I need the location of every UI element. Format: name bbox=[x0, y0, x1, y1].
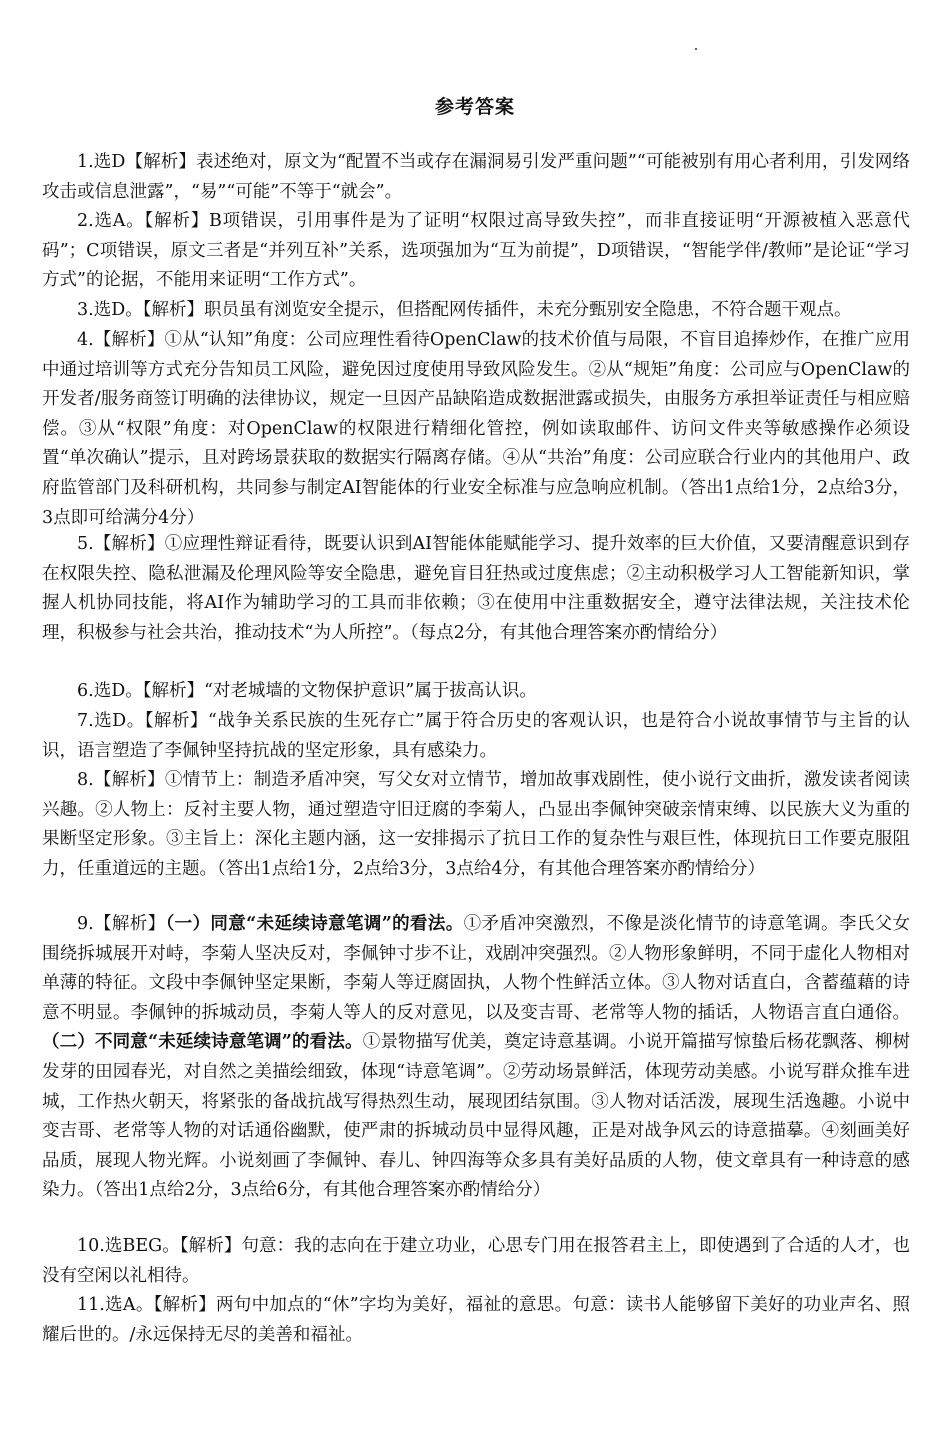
answer-4: 4.【解析】①从“认知”角度：公司应理性看待OpenClaw的技术价值与局限，不盲目追捧炒作，在推广应用中通过培训等方式充分告知员工风险，避免因过度使用导致风险发生。②从“规矩”角度：公司应与OpenClaw的开发者/服务商签订明确的法律协议，规定一旦因产品缺陷造成数据泄露或损失，由服务方承担举证责任与相应赔偿。③从“权限”角度：对OpenClaw的权限进行精细化管控，例如读取邮件、访问文件夹等敏感操作必须设置“单次确认”提示，且对跨场景获取的数据实行隔离存储。④从“共治”角度：公司应联合行业内的其他用户、政府监管部门及科研机构，共同参与制定AI智能体的行业安全标准与应急响应机制。（答出1点给1分，2点给3分，3点即可给满分4分） bbox=[42, 330, 910, 528]
answer-1: 1.选D【解析】表述绝对，原文为“配置不当或存在漏洞易引发严重问题”“可能被别有用心者利用，引发网络攻击或信息泄露”，“易”“可能”不等于“就会”。 bbox=[42, 152, 910, 202]
answer-5: 5.【解析】①应理性辩证看待，既要认识到AI智能体能赋能学习、提升效率的巨大价值，又要清醒意识到存在权限失控、隐私泄漏及伦理风险等安全隐患，避免盲目狂热或过度焦虑；②主动积极学习人工智能新知识，掌握人机协同技能，将AI作为辅助学习的工具而非依赖；③在使用中注重数据安全，遵守法律法规，关注技术伦理，积极参与社会共治，推动技术“为人所控”。（每点2分，有其他合理答案亦酌情给分） bbox=[42, 534, 910, 643]
answer-7: 7.选D。【解析】“战争关系民族的生死存亡”属于符合历史的客观认识，也是符合小说故事情节与主旨的认识，语言塑造了李佩钟坚持抗战的坚定形象，具有感染力。 bbox=[42, 711, 910, 761]
answer-8: 8.【解析】①情节上：制造矛盾冲突，写父女对立情节，增加故事戏剧性，使小说行文曲折，激发读者阅读兴趣。②人物上：反衬主要人物，通过塑造守旧迂腐的李菊人，凸显出李佩钟突破亲情束缚、以民族大义为重的果断坚定形象。③主旨上：深化主题内涵，这一安排揭示了抗日工作的复杂性与艰巨性，体现抗日工作要克服阻力，任重道远的主题。（答出1点给1分，2点给3分，3点给4分，有其他合理答案亦酌情给分） bbox=[42, 770, 910, 879]
answer-9-disagree-body: ①景物描写优美，奠定诗意基调。小说开篇描写惊蛰后杨花飘落、柳树发芽的田园春光，对自然之美描绘细致，体现“诗意笔调”。②劳动场景鲜活，体现劳动美感。小说写群众推车进城，工作热火朝天，将紧张的备战抗战写得热烈生动，展现团结氛围。③人物对话活泼，展现生活逸趣。小说中变吉哥、老常等人物的对话通俗幽默，使严肃的拆城动员中显得风趣，正是对战争风云的诗意描摹。④刻画美好品质，展现人物光辉。小说刻画了李佩钟、春儿、钟四海等众多具有美好品质的人物，使文章具有一种诗意的感染力。（答出1点给2分，3点给6分，有其他合理答案亦酌情给分） bbox=[42, 1032, 910, 1201]
page-title: 参考答案 bbox=[434, 96, 515, 118]
answer-9-lead: 9.【解析】 bbox=[77, 914, 166, 934]
answer-11: 11.选A。【解析】两句中加点的“休”字均为美好，福祉的意思。句意：读书人能够留下美好的功业声名、照耀后世的。/永远保持无尽的美善和福祉。 bbox=[42, 1295, 910, 1345]
scan-speck bbox=[695, 48, 697, 50]
answer-9-view-agree: （一）同意“未延续诗意笔调”的看法。 bbox=[165, 914, 464, 934]
answer-9 bbox=[42, 910, 910, 1206]
answer-3: 3.选D。【解析】职员虽有浏览安全提示，但搭配网传插件，未充分甄别安全隐患，不符合题干观点。 bbox=[77, 300, 852, 320]
answer-9-agree-body: ①矛盾冲突激烈，不像是淡化情节的诗意笔调。李氏父女围绕拆城展开对峙，李菊人坚决反对，李佩钟寸步不让，戏剧冲突强烈。②人物形象鲜明，不同于虚化人物相对单薄的特征。文段中李佩钟坚定果断，李菊人等迂腐固执，人物个性鲜活立体。③人物对话直白，含蓄蕴藉的诗意不明显。李佩钟的拆城动员，李菊人等人的反对意见，以及变吉哥、老常等人物的插话，人物语言直白通俗。 bbox=[42, 914, 910, 1023]
answer-9-view-disagree: （二）不同意“未延续诗意笔调”的看法。 bbox=[42, 1032, 363, 1053]
answer-6: 6.选D。【解析】“对老城墙的文物保护意识”属于拔高认识。 bbox=[77, 681, 537, 701]
answer-2: 2.选A。【解析】B项错误，引用事件是为了证明“权限过高导致失控”，而非直接证明“开源被植入恶意代码”；C项错误，原文三者是“并列互补”关系，选项强加为“互为前提”，D项错误，“智能学伴/教师”是论证“学习方式”的论据，不能用来证明“工作方式”。 bbox=[42, 211, 910, 291]
answer-10: 10.选BEG。【解析】句意：我的志向在于建立功业，心思专门用在报答君主上，即使遇到了合适的人才，也没有空闲以礼相待。 bbox=[42, 1236, 910, 1286]
